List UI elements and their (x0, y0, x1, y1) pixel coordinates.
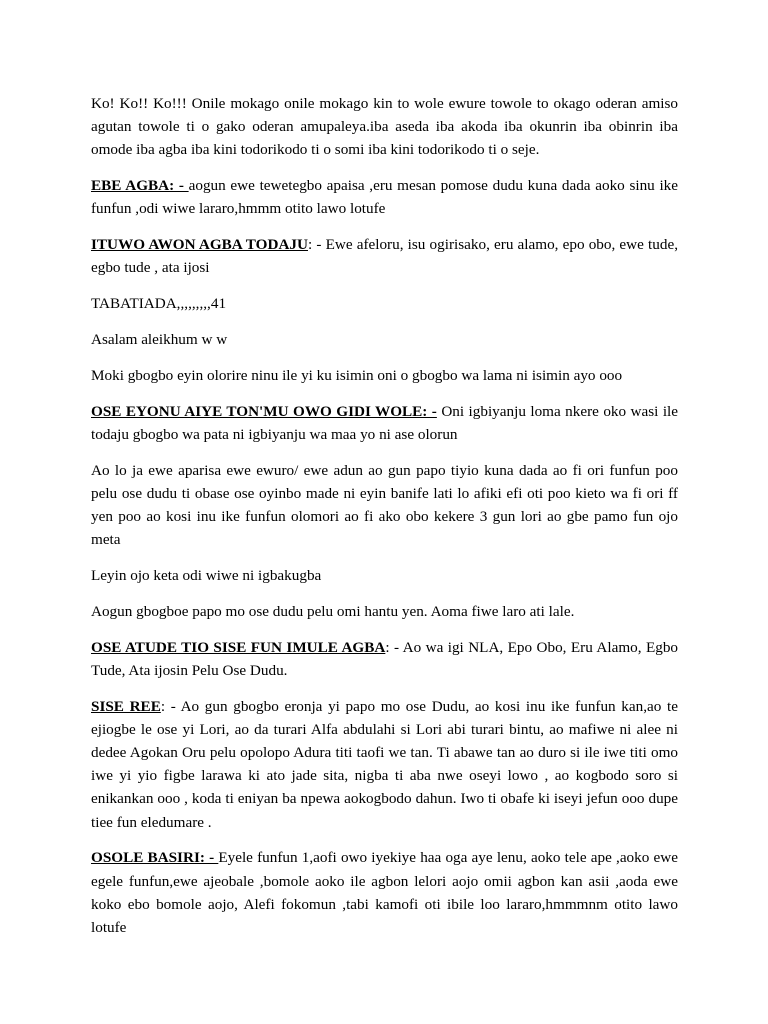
paragraph-text: : - Ao gun gbogbo eronja yi papo mo ose Dudu, ao kosi inu ike funfun kan,ao te ejiogbe le ose yi Lori, ao da turari Alfa abdulahi si Lori abi turari bintu, ao mafiwe ni alee ni dedee Agokan Oru pelu opolopo Adura titi taofi we tan. Ti abawe tan ao duro si ile iwe titi omo iwe yi yio figbe larawa ki ato jade sita, nigba ti aba nwe oseyi lowo , ao kogbodo soro si enikankan ooo , koda ti eniyan ba npewa aokogbodo dahun. Iwo ti obafe ki iseyi jefun ooo dupe tiee fun eledumare . (91, 697, 678, 831)
aogun-paragraph (91, 600, 678, 623)
section-heading: ITUWO AWON AGBA TODAJU (91, 236, 308, 254)
osole-basiri-paragraph (91, 846, 678, 939)
paragraph-text: Eyele funfun 1,aofi owo iyekiye haa oga aye lenu, aoko tele ape ,aoko ewe egele funfun,ewe ajeobale ,bomole aoko ile agbon lelori aojo omii agbon kan asii ,aoda ewe koko ebo bomole aojo, Alefi fokomun ,tabi kamofi oti ibile loo lararo,hmmmnm otito lawo lotufe (91, 849, 678, 937)
section-heading: OSOLE BASIRI: - (91, 849, 219, 867)
paragraph-text: TABATIADA,,,,,,,,,41 (91, 295, 227, 313)
ebe-agba-paragraph (91, 174, 678, 220)
greeting-paragraph (91, 328, 678, 351)
paragraph-text: Moki gbogbo eyin olorire ninu ile yi ku isimin oni o gbogbo wa lama ni isimin ayo ooo (91, 366, 623, 384)
paragraph-text: Asalam aleikhum w w (91, 331, 228, 348)
paragraph-text: : - Ewe afeloru, isu ogirisako, eru alamo, epo obo, ewe tude, egbo tude , ata ijosi (91, 236, 678, 277)
paragraph-text: Aogun gbogboe papo mo ose dudu pelu omi hantu yen. Aoma fiwe laro ati lale. (91, 602, 575, 620)
ose-eyonu-paragraph (91, 400, 678, 446)
tabatiada-paragraph (91, 292, 678, 315)
moki-paragraph (91, 364, 678, 387)
paragraph-text: Leyin ojo keta odi wiwe ni igbakugba (91, 567, 322, 584)
paragraph-text: Ko! Ko!! Ko!!! Onile mokago onile mokago kin to wole ewure towole to okago oderan amiso agutan towole ti o gako oderan amupaleya.iba aseda iba akoda iba okunrin iba obinrin iba omode iba agba iba kini todorikodo ti o somi iba kini todorikodo ti o seje. (91, 95, 678, 159)
section-heading: SISE REE (91, 697, 161, 715)
ituwo-paragraph (91, 233, 678, 279)
section-heading: OSE EYONU AIYE TON'MU OWO GIDI WOLE: - (91, 402, 437, 420)
ose-atude-paragraph (91, 636, 678, 682)
sise-ree-paragraph (91, 695, 678, 834)
paragraph-text: : - Ao wa igi NLA, Epo Obo, Eru Alamo, Egbo Tude, Ata ijosin Pelu Ose Dudu. (91, 638, 679, 679)
section-heading: EBE AGBA: - (91, 177, 189, 195)
instructions-paragraph (91, 459, 678, 552)
paragraph-text: aogun ewe tewetegbo apaisa ,eru mesan pomose dudu kuna dada aoko sinu ike funfun ,odi wiwe lararo,hmmm otito lawo lotufe (91, 177, 679, 218)
document-body (91, 92, 678, 952)
leyin-paragraph (91, 564, 678, 587)
paragraph-text: Ao lo ja ewe aparisa ewe ewuro/ ewe adun ao gun papo tiyio kuna dada ao fi ori funfun poo pelu ose dudu ti obase ose oyinbo made ni eyin banife lati lo afiki efi oti poo kieto wa fi ori ff yen poo ao kosi inu ike funfun olomori ao fi ako obo kekere 3 gun lori ao gbe pamo fun ojo meta (91, 461, 678, 549)
section-heading: OSE ATUDE TIO SISE FUN IMULE AGBA (91, 638, 386, 656)
intro-paragraph (91, 92, 678, 162)
paragraph-text: Oni igbiyanju loma nkere oko wasi ile todaju gbogbo wa pata ni igbiyanju wa maa yo ni ase olorun (91, 402, 679, 443)
